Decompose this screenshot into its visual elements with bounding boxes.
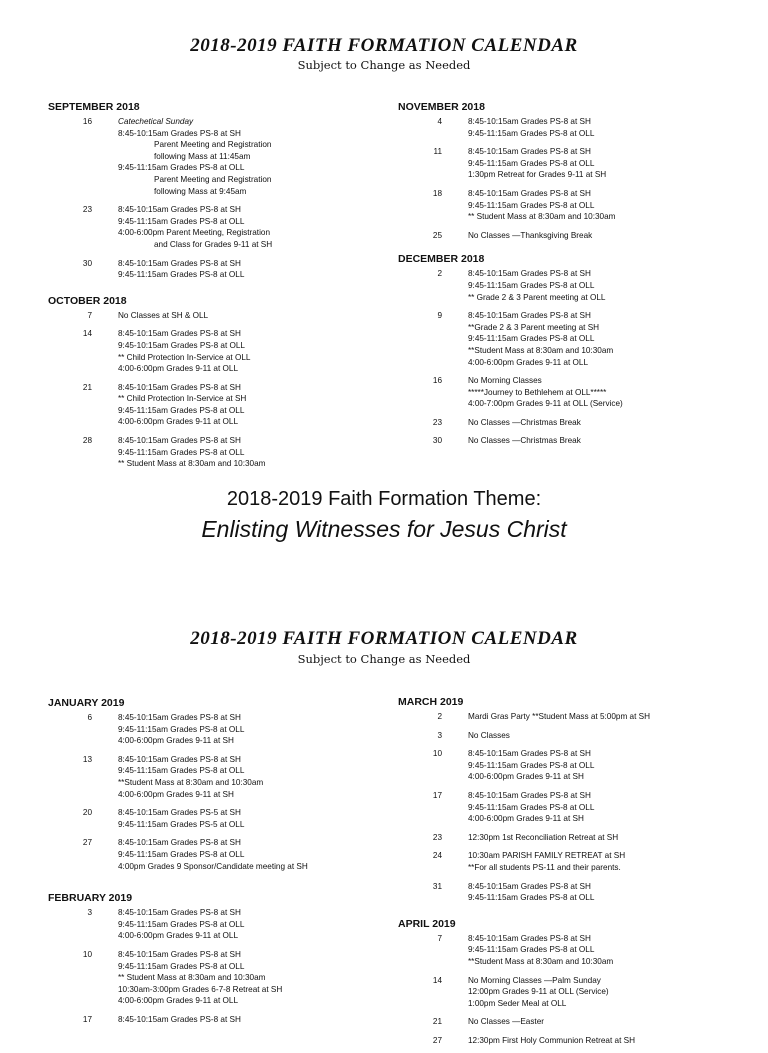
- entry-line: 9:45-11:15am Grades PS-8 at OLL: [118, 447, 245, 457]
- month-heading: FEBRUARY 2019: [48, 892, 133, 905]
- entry-date: 30: [82, 258, 92, 268]
- entry-line: 9:45-11:15am Grades PS-8 at OLL: [468, 334, 595, 344]
- calendar-entry: [398, 146, 748, 181]
- entry-lines: [468, 1016, 748, 1028]
- entry-date: 25: [432, 230, 442, 240]
- entry-line: 8:45-10:15am Grades PS-8 at SH: [118, 329, 241, 339]
- entry-line: 12:00pm Grades 9-11 at OLL (Service): [468, 987, 609, 997]
- calendar-entry: [398, 881, 748, 904]
- entry-line: 9:45-11:15am Grades PS-8 at OLL: [468, 760, 595, 770]
- entry-date: 10: [82, 949, 92, 959]
- entry-line: 9:45-11:15am Grades PS-8 at OLL: [468, 893, 595, 903]
- entry-line: No Classes at SH & OLL: [118, 310, 209, 320]
- entry-lines: [468, 417, 748, 429]
- calendar-entry: [48, 712, 378, 747]
- entry-date: 11: [433, 147, 442, 157]
- entry-line: 4:00-6:00pm Grades 9-11 at SH: [468, 772, 584, 782]
- entry-line: 4:00-6:00pm Grades 9-11 at OLL: [118, 364, 239, 374]
- entry-lines: [118, 382, 378, 428]
- entry-line: Catechetical Sunday: [118, 117, 194, 126]
- entry-line: 9:45-11:15am Grades PS-8 at OLL: [118, 163, 245, 173]
- entry-line: ** Student Mass at 8:30am and 10:30am: [468, 212, 616, 222]
- entry-line: 4:00-6:00pm Grades 9-11 at OLL: [118, 996, 239, 1006]
- entry-date: 2: [437, 269, 442, 279]
- entry-line: 4:00-6:00pm Grades 9-11 at SH: [468, 814, 584, 824]
- entry-lines: [118, 754, 378, 800]
- entry-lines: [118, 328, 378, 374]
- entry-line: 9:45-11:15am Grades PS-8 at OLL: [118, 849, 245, 859]
- entry-date: 3: [87, 908, 92, 918]
- entry-line: 9:45-11:15am Grades PS-8 at OLL: [468, 158, 595, 168]
- entry-lines: [468, 146, 748, 181]
- entry-date: 23: [432, 832, 442, 842]
- entry-date: 31: [432, 881, 442, 891]
- entry-line: ** Child Protection In-Service at SH: [118, 394, 247, 404]
- entry-lines: [468, 1035, 748, 1047]
- entry-date: 21: [82, 382, 92, 392]
- entry-line: 9:45-11:15am Grades PS-8 at OLL: [118, 724, 245, 734]
- entry-line: ** Student Mass at 8:30am and 10:30am: [118, 973, 266, 983]
- entry-line: 8:45-10:15am Grades PS-8 at SH: [118, 838, 241, 848]
- entry-date: 21: [432, 1017, 442, 1027]
- month-heading: OCTOBER 2018: [48, 294, 127, 307]
- entry-date: 6: [87, 713, 92, 722]
- entry-date: 30: [432, 436, 442, 446]
- entry-lines: [468, 711, 748, 723]
- entry-line: 4:00-6:00pm Grades 9-11 at SH: [118, 736, 234, 746]
- entry-date: 9: [437, 311, 442, 321]
- calendar-entry: [48, 258, 378, 281]
- calendar-entry: [398, 375, 748, 410]
- page1-subtitle: Subject to Change as Needed: [297, 58, 471, 72]
- entry-line: 8:45-10:15am Grades PS-8 at SH: [118, 713, 241, 722]
- entry-line: No Morning Classes: [468, 376, 542, 386]
- entry-lines: [118, 712, 378, 747]
- entry-lines: [468, 268, 748, 303]
- entry-lines: [468, 790, 748, 825]
- entry-date: 28: [82, 436, 92, 446]
- entry-line: 9:45-11:15am Grades PS-8 at OLL: [118, 216, 245, 226]
- calendar-entry: [398, 1035, 748, 1047]
- entry-line: 10:30am PARISH FAMILY RETREAT at SH: [468, 851, 626, 861]
- entry-line: ** Child Protection In-Service at OLL: [118, 352, 251, 362]
- entry-lines: [468, 881, 748, 904]
- month-section: [398, 101, 748, 241]
- month-section: [398, 696, 748, 904]
- calendar-entry: [48, 328, 378, 374]
- calendar-entry: [398, 116, 748, 139]
- entry-lines: [468, 310, 748, 368]
- entry-line: 8:45-10:15am Grades PS-8 at SH: [118, 258, 241, 268]
- entry-line: 12:30pm First Holy Communion Retreat at SH: [468, 1035, 635, 1045]
- calendar-entry: [398, 435, 748, 447]
- entry-date: 14: [432, 975, 442, 985]
- entry-line: No Classes —Christmas Break: [468, 436, 581, 446]
- entry-line: 10:30am-3:00pm Grades 6-7-8 Retreat at SH: [118, 984, 283, 994]
- calendar-entry: [398, 730, 748, 742]
- entry-line: 12:30pm 1st Reconciliation Retreat at SH: [468, 832, 619, 842]
- calendar-entry: [398, 711, 748, 723]
- entry-date: 14: [82, 329, 92, 339]
- entry-line: 4:00-7:00pm Grades 9-11 at OLL (Service): [468, 399, 623, 409]
- entry-date: 16: [432, 376, 442, 386]
- entry-line: 8:45-10:15am Grades PS-8 at SH: [118, 908, 241, 918]
- calendar-entry: [48, 204, 378, 250]
- entry-date: 3: [437, 730, 442, 740]
- entry-line: No Classes: [468, 730, 510, 740]
- calendar-entry: [398, 790, 748, 825]
- entry-line: 9:45-11:15am Grades PS-8 at OLL: [118, 405, 245, 415]
- page1-title: 2018-2019 FAITH FORMATION CALENDAR: [190, 35, 578, 56]
- calendar-entry: [48, 837, 378, 872]
- entry-lines: [118, 310, 378, 322]
- entry-lines: [468, 975, 748, 1010]
- entry-line: 4:00-6:00pm Parent Meeting, Registration: [118, 228, 271, 238]
- entry-lines: [118, 807, 378, 830]
- calendar-entry: [398, 933, 748, 968]
- calendar-entry: [48, 435, 378, 470]
- entry-date: 4: [437, 117, 442, 126]
- entry-date: 7: [437, 933, 442, 943]
- month-heading: SEPTEMBER 2018: [48, 101, 140, 113]
- entry-lines: [468, 832, 748, 844]
- entry-line: 8:45-10:15am Grades PS-5 at SH: [118, 808, 241, 818]
- entry-line: 9:45-10:15am Grades PS-8 at OLL: [118, 340, 245, 350]
- entry-date: 18: [432, 188, 442, 198]
- entry-line: *****Journey to Bethlehem at OLL*****: [468, 387, 607, 397]
- entry-line: 1:00pm Seder Meal at OLL: [468, 998, 567, 1008]
- entry-lines: [118, 837, 378, 872]
- calendar-entry: [398, 417, 748, 429]
- entry-lines: [468, 933, 748, 968]
- entry-line: 8:45-10:15am Grades PS-8 at SH: [118, 754, 241, 764]
- month-heading: DECEMBER 2018: [398, 253, 485, 266]
- month-heading: APRIL 2019: [398, 917, 456, 930]
- calendar-entry: [48, 754, 378, 800]
- entry-date: 27: [82, 838, 92, 848]
- page1-right-column: [398, 101, 748, 454]
- calendar-entry: [48, 807, 378, 830]
- entry-date: 17: [432, 790, 442, 800]
- entry-line: 8:45-10:15am Grades PS-8 at SH: [468, 790, 591, 800]
- entry-line: 8:45-10:15am Grades PS-8 at SH: [468, 269, 591, 279]
- entry-lines: [468, 435, 748, 447]
- entry-line: **Student Mass at 8:30am and 10:30am: [468, 956, 614, 966]
- calendar-entry: [398, 310, 748, 368]
- entry-line: 9:45-11:15am Grades PS-8 at OLL: [468, 128, 595, 138]
- entry-line: 8:45-10:15am Grades PS-8 at SH: [118, 205, 241, 215]
- entry-line: **Student Mass at 8:30am and 10:30am: [118, 777, 264, 787]
- entry-line: 8:45-10:15am Grades PS-8 at SH: [118, 382, 241, 392]
- entry-line: and Class for Grades 9-11 at SH: [154, 239, 273, 249]
- entry-date: 27: [432, 1035, 442, 1045]
- entry-lines: [118, 258, 378, 281]
- theme-heading: 2018-2019 Faith Formation Theme:: [226, 488, 542, 510]
- entry-line: 9:45-11:15am Grades PS-8 at OLL: [118, 270, 245, 280]
- calendar-entry: [48, 310, 378, 322]
- entry-date: 23: [82, 205, 92, 215]
- entry-line: 9:45-11:15am Grades PS-8 at OLL: [468, 802, 595, 812]
- entry-line: 9:45-11:15am Grades PS-8 at OLL: [468, 945, 595, 955]
- calendar-entry: [398, 748, 748, 783]
- entry-line: No Classes —Christmas Break: [468, 417, 581, 427]
- entry-line: 8:45-10:15am Grades PS-8 at SH: [468, 188, 591, 198]
- calendar-entry: [398, 975, 748, 1010]
- entry-date: 23: [432, 417, 442, 427]
- entry-lines: [118, 435, 378, 470]
- calendar-entry: [48, 949, 378, 1007]
- month-heading: MARCH 2019: [398, 696, 464, 708]
- month-heading: NOVEMBER 2018: [398, 101, 485, 113]
- calendar-entry: [398, 230, 748, 242]
- entry-line: following Mass at 9:45am: [154, 186, 247, 196]
- entry-line: Mardi Gras Party **Student Mass at 5:00pm at SH: [468, 712, 651, 721]
- entry-lines: [118, 949, 378, 1007]
- entry-line: ** Student Mass at 8:30am and 10:30am: [118, 459, 266, 469]
- entry-line: 9:45-11:15am Grades PS-8 at OLL: [118, 766, 245, 776]
- page1-left-column: [48, 101, 378, 477]
- entry-line: 4:00-6:00pm Grades 9-11 at OLL: [468, 357, 589, 367]
- entry-lines: [468, 748, 748, 783]
- page2-title: 2018-2019 FAITH FORMATION CALENDAR: [190, 628, 578, 649]
- month-section: [398, 918, 748, 1047]
- entry-line: following Mass at 11:45am: [154, 151, 251, 161]
- entry-line: No Classes —Thanksgiving Break: [468, 230, 593, 240]
- month-heading: JANUARY 2019: [48, 697, 125, 709]
- entry-line: 9:45-11:15am Grades PS-8 at OLL: [468, 280, 595, 290]
- entry-line: 4:00-6:00pm Grades 9-11 at OLL: [118, 417, 239, 427]
- calendar-entry: [48, 382, 378, 428]
- calendar-entry: [398, 268, 748, 303]
- entry-line: 8:45-10:15am Grades PS-8 at SH: [468, 117, 591, 126]
- entry-date: 10: [432, 749, 442, 759]
- entry-line: 1:30pm Retreat for Grades 9-11 at SH: [468, 170, 607, 180]
- theme-text: Enlisting Witnesses for Jesus Christ: [201, 516, 567, 542]
- entry-date: 7: [87, 310, 92, 320]
- entry-line: Parent Meeting and Registration: [154, 140, 272, 150]
- entry-line: **Student Mass at 8:30am and 10:30am: [468, 345, 614, 355]
- entry-lines: [118, 204, 378, 250]
- entry-date: 17: [82, 1014, 92, 1024]
- entry-line: Parent Meeting and Registration: [154, 174, 272, 184]
- entry-line: 8:45-10:15am Grades PS-8 at SH: [468, 881, 591, 891]
- entry-lines: [468, 230, 748, 242]
- entry-line: No Morning Classes —Palm Sunday: [468, 975, 601, 985]
- entry-line: ** Grade 2 & 3 Parent meeting at OLL: [468, 292, 606, 302]
- calendar-entry: [48, 116, 378, 197]
- entry-line: 9:45-11:15am Grades PS-5 at OLL: [118, 819, 245, 829]
- entry-lines: [468, 850, 748, 873]
- entry-line: **For all students PS-11 and their parents.: [468, 862, 621, 872]
- month-section: [48, 295, 378, 470]
- entry-line: 8:45-10:15am Grades PS-8 at SH: [118, 1014, 241, 1024]
- entry-line: 8:45-10:15am Grades PS-8 at SH: [118, 128, 241, 138]
- entry-line: 8:45-10:15am Grades PS-8 at SH: [118, 949, 241, 959]
- entry-line: 4:00pm Grades 9 Sponsor/Candidate meeting at SH: [118, 861, 308, 871]
- entry-lines: [468, 730, 748, 742]
- entry-date: 20: [82, 808, 92, 818]
- calendar-entry: [398, 1016, 748, 1028]
- calendar-entry: [398, 832, 748, 844]
- entry-date: 13: [82, 754, 92, 764]
- entry-date: 24: [432, 851, 442, 861]
- entry-line: 8:45-10:15am Grades PS-8 at SH: [468, 933, 591, 943]
- entry-lines: [468, 116, 748, 139]
- entry-line: 8:45-10:15am Grades PS-8 at SH: [118, 436, 241, 446]
- month-section: [48, 892, 378, 1025]
- calendar-entry: [398, 188, 748, 223]
- entry-line: 9:45-11:15am Grades PS-8 at OLL: [118, 961, 245, 971]
- entry-line: 8:45-10:15am Grades PS-8 at SH: [468, 749, 591, 759]
- entry-line: 8:45-10:15am Grades PS-8 at SH: [468, 311, 591, 321]
- page2-right-column: [398, 696, 748, 1053]
- month-section: [48, 697, 378, 872]
- calendar-entry: [398, 850, 748, 873]
- entry-date: 16: [82, 117, 92, 126]
- entry-line: 9:45-11:15am Grades PS-8 at OLL: [468, 200, 595, 210]
- entry-lines: [118, 116, 378, 197]
- month-section: [398, 253, 748, 447]
- entry-line: 8:45-10:15am Grades PS-8 at SH: [468, 147, 591, 157]
- entry-line: **Grade 2 & 3 Parent meeting at SH: [468, 322, 600, 332]
- entry-date: 2: [437, 712, 442, 721]
- entry-line: 4:00-6:00pm Grades 9-11 at SH: [118, 789, 234, 799]
- entry-line: 4:00-6:00pm Grades 9-11 at OLL: [118, 931, 239, 941]
- entry-line: 9:45-11:15am Grades PS-8 at OLL: [118, 919, 245, 929]
- entry-lines: [118, 907, 378, 942]
- entry-line: No Classes —Easter: [468, 1017, 544, 1027]
- month-section: [48, 101, 378, 281]
- calendar-entry: [48, 907, 378, 942]
- page2-subtitle: Subject to Change as Needed: [297, 652, 471, 666]
- entry-lines: [468, 188, 748, 223]
- entry-lines: [468, 375, 748, 410]
- page2-left-column: [48, 697, 378, 1032]
